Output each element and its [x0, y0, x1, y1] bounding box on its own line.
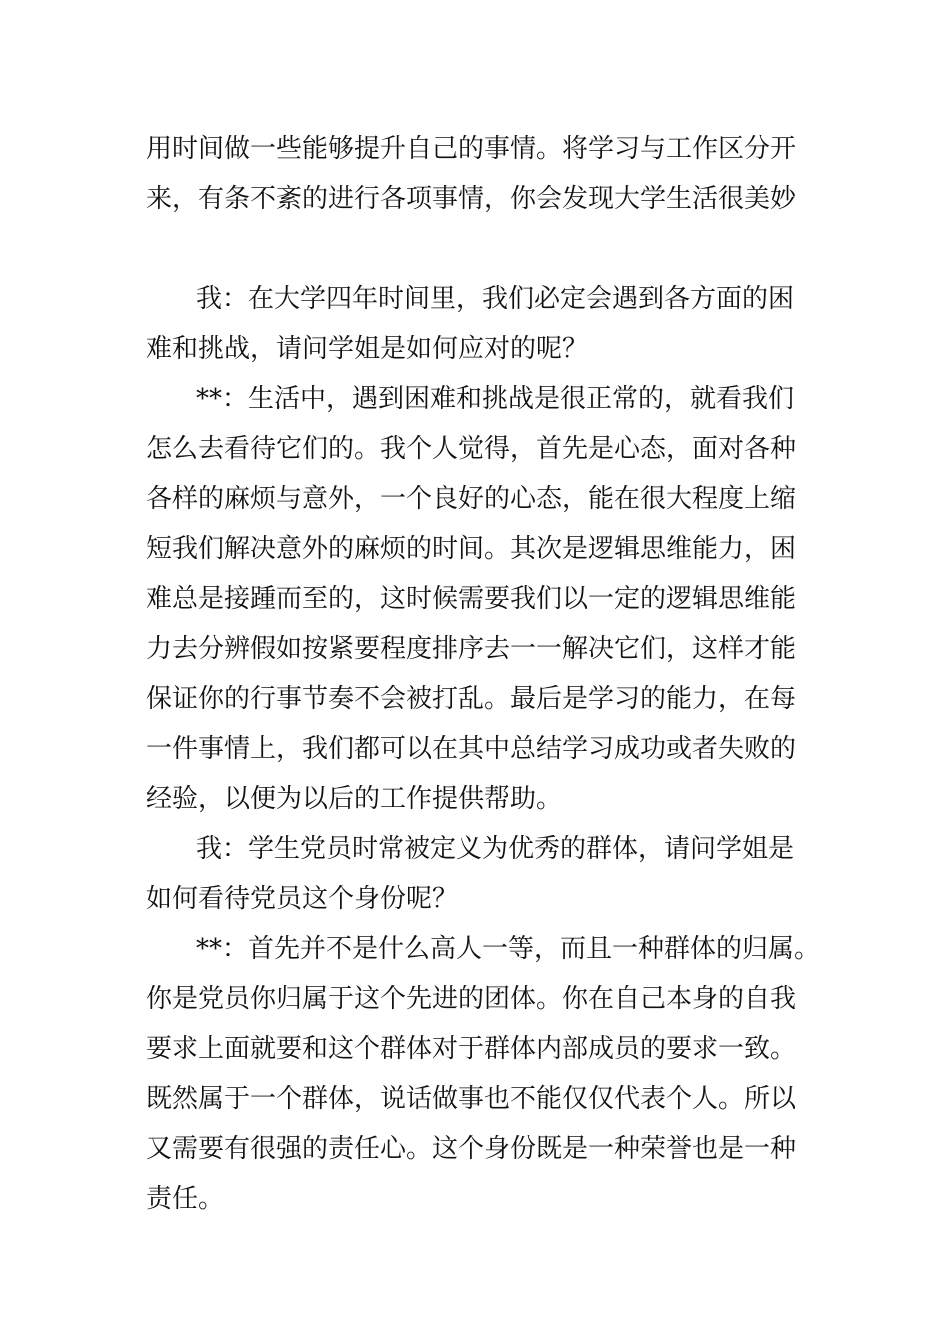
- paragraph-5-line-3: 要求上面就要和这个群体对于群体内部成员的要求一致。: [146, 1034, 797, 1064]
- paragraph-5-line-1: **：首先并不是什么高人一等，而且一种群体的归属。: [196, 934, 821, 964]
- paragraph-2-line-1: 我：在大学四年时间里，我们必定会遇到各方面的困: [196, 284, 795, 314]
- paragraph-2-line-2: 难和挑战，请问学姐是如何应对的呢？: [146, 334, 589, 364]
- paragraph-3-line-4: 短我们解决意外的麻烦的时间。其次是逻辑思维能力，困: [146, 534, 797, 564]
- paragraph-4-line-2: 如何看待党员这个身份呢？: [146, 884, 459, 914]
- paragraph-5-line-5: 又需要有很强的责任心。这个身份既是一种荣誉也是一种: [146, 1134, 797, 1164]
- paragraph-3-line-9: 经验，以便为以后的工作提供帮助。: [146, 784, 563, 814]
- paragraph-3-line-2: 怎么去看待它们的。我个人觉得，首先是心态，面对各种: [146, 434, 797, 464]
- paragraph-3-line-3: 各样的麻烦与意外，一个良好的心态，能在很大程度上缩: [146, 484, 797, 514]
- paragraph-5-line-2: 你是党员你归属于这个先进的团体。你在自己本身的自我: [146, 984, 797, 1014]
- paragraph-3-line-6: 力去分辨假如按紧要程度排序去一一解决它们，这样才能: [146, 634, 797, 664]
- paragraph-5-line-4: 既然属于一个群体，说话做事也不能仅仅代表个人。所以: [146, 1084, 797, 1114]
- paragraph-3-line-5: 难总是接踵而至的，这时候需要我们以一定的逻辑思维能: [146, 584, 797, 614]
- paragraph-5-line-6: 责任。: [146, 1184, 225, 1214]
- paragraph-1-line-1: 用时间做一些能够提升自己的事情。将学习与工作区分开: [146, 134, 797, 164]
- paragraph-3-line-7: 保证你的行事节奏不会被打乱。最后是学习的能力，在每: [146, 684, 797, 714]
- paragraph-4-line-1: 我：学生党员时常被定义为优秀的群体，请问学姐是: [196, 834, 795, 864]
- paragraph-1-line-2: 来，有条不紊的进行各项事情，你会发现大学生活很美妙: [146, 184, 797, 214]
- paragraph-3-line-1: **：生活中，遇到困难和挑战是很正常的，就看我们: [196, 384, 795, 414]
- paragraph-3-line-8: 一件事情上，我们都可以在其中总结学习成功或者失败的: [146, 734, 797, 764]
